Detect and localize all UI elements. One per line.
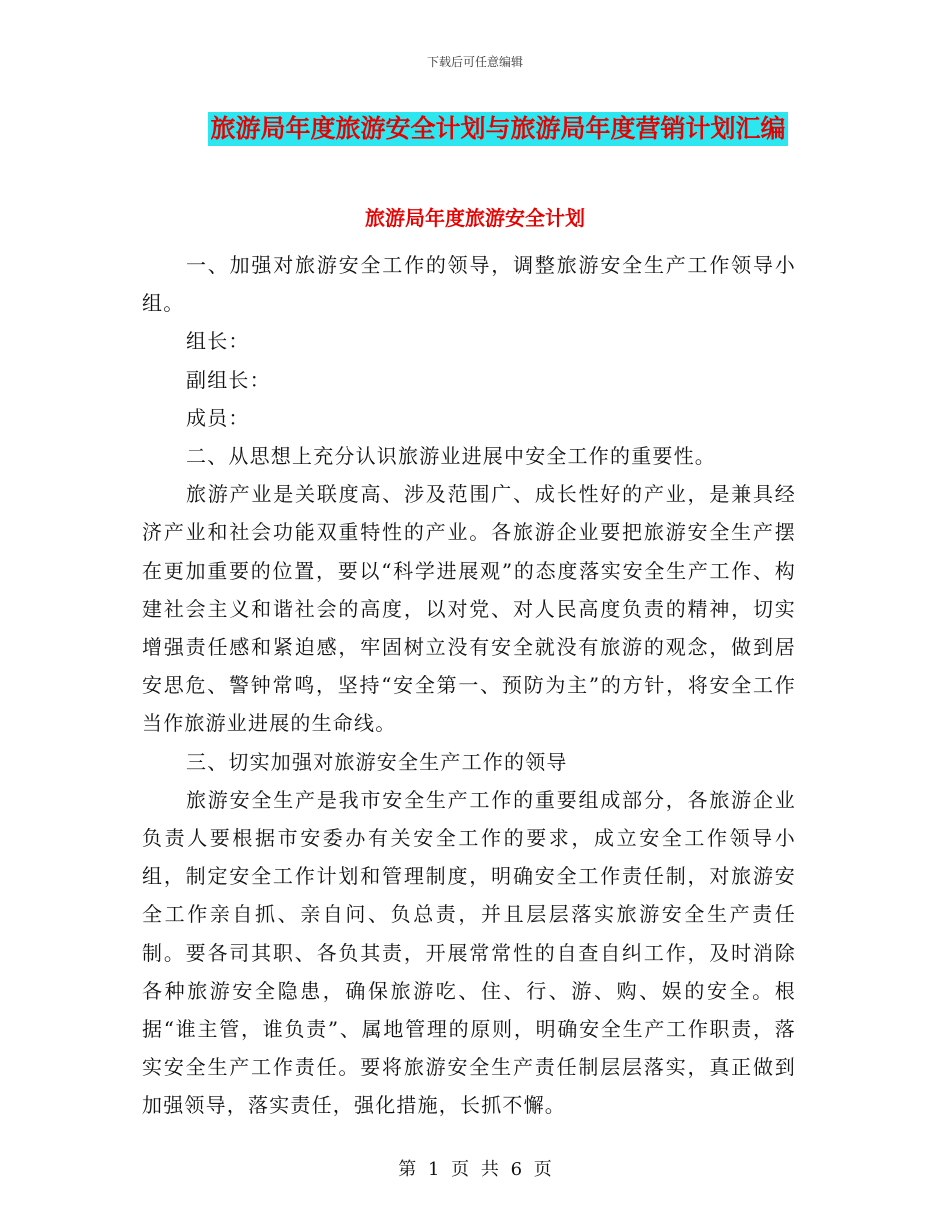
- page-header: 下载后可任意编辑: [426, 55, 523, 69]
- section-title: 旅游局年度旅游安全计划: [365, 206, 585, 230]
- document-body: [142, 246, 796, 1125]
- paragraph: 组长：: [186, 329, 250, 354]
- main-title-container: [0, 112, 950, 146]
- paragraph: 副组长：: [186, 367, 271, 392]
- main-title: 旅游局年度旅游安全计划与旅游局年度营销计划汇编: [208, 112, 787, 146]
- paragraph: 旅游产业是关联度高、涉及范围广、成长性好的产业，是兼具经济产业和社会功能双重特性的产业。各旅游企业要把旅游安全生产摆在更加重要的位置，要以“科学进展观”的态度落实安全生产工作、构建社会主义和谐社会的高度，以对党、对人民高度负责的精神，切实增强责任感和紧迫感，牢固树立没有安全就没有旅游的观念，做到居安思危、警钟常鸣，坚持“安全第一、预防为主”的方针，将安全工作当作旅游业进展的生命线。: [142, 482, 796, 736]
- paragraph: 旅游安全生产是我市安全生产工作的重要组成部分，各旅游企业负责人要根据市安委办有关安全工作的要求，成立安全工作领导小组，制定安全工作计划和管理制度，明确安全工作责任制，对旅游安全工作亲自抓、亲自问、负总责，并且层层落实旅游安全生产责任制。要各司其职、各负其责，开展常常性的自查自纠工作，及时消除各种旅游安全隐患，确保旅游吃、住、行、游、购、娱的安全。根据“谁主管，谁负责”、属地管理的原则，明确安全生产工作职责，落实安全生产工作责任。要将旅游安全生产责任制层层落实，真正做到加强领导，落实责任，强化措施，长抓不懈。: [142, 787, 796, 1118]
- paragraph: 三、切实加强对旅游安全生产工作的领导: [186, 749, 568, 774]
- paragraph: 一、加强对旅游安全工作的领导，调整旅游安全生产工作领导小组。: [142, 253, 796, 316]
- paragraph: 成员：: [186, 405, 250, 430]
- page-footer: 第 1 页 共 6 页: [398, 1159, 552, 1180]
- paragraph: 二、从思想上充分认识旅游业进展中安全工作的重要性。: [186, 444, 716, 469]
